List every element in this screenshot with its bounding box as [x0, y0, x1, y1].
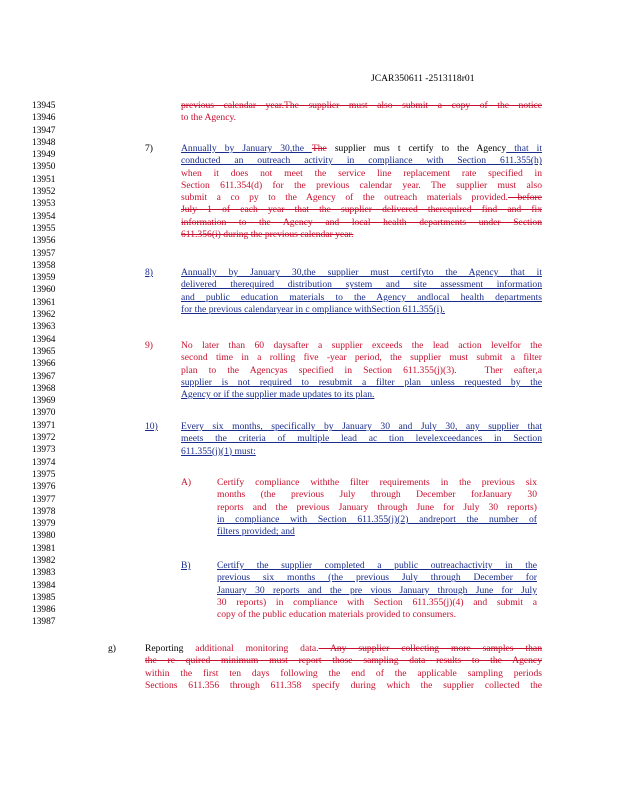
item-a-line-1: Certify compliance withthe filter requirements in the previous six — [217, 477, 537, 488]
item-8-line-3: and public education materials to the Agency andlocal health departments — [181, 291, 542, 303]
line-number: 13963 — [32, 322, 56, 333]
item-7-deleted-before: before — [507, 192, 542, 204]
item-9-text — [181, 340, 542, 401]
line-number: 13982 — [32, 555, 56, 566]
line-number: 13949 — [32, 150, 56, 161]
item-10-line-1: Every six months, specifically by January 30 and July 30, any supplier that — [181, 421, 542, 432]
item-9-line-5: Agency or if the supplier made updates to its plan. — [181, 389, 375, 401]
item-7-line-4: Section 611.354(d) for the previous calendar year. The supplier must also — [181, 179, 542, 191]
line-number: 13964 — [32, 334, 56, 345]
line-number: 13962 — [32, 310, 56, 321]
item-7-inserted-text: Annually by January 30,the — [181, 143, 312, 154]
line-number: 13954 — [32, 211, 56, 222]
line-number: 13987 — [32, 617, 56, 628]
intro-text — [181, 100, 542, 125]
item-a-line-5: filters provided; and — [217, 526, 295, 538]
item-7-inserted-tail: that it — [506, 143, 542, 154]
item-7-deleted-word: The — [311, 143, 327, 154]
item-b-line-2: previous six months (the previous July through December for — [217, 572, 537, 584]
item-g-reporting: Reporting — [145, 643, 184, 654]
item-8-line-4: for the previous calendaryear in c ompliance withSection 611.355(i). — [181, 303, 445, 315]
line-number: 13978 — [32, 506, 56, 517]
item-10-line-3: 611.355(j)(1) must: — [181, 445, 256, 457]
item-10-marker: 10) — [145, 421, 158, 432]
item-b-line-5: copy of the public education materials provided to consumers. — [217, 609, 456, 621]
line-number: 13967 — [32, 371, 56, 382]
line-number: 13984 — [32, 580, 56, 591]
line-number: 13948 — [32, 137, 56, 148]
item-8-line-1: Annually by January 30,the supplier must certifyto the Agency that it — [181, 267, 542, 278]
line-number: 13945 — [32, 101, 56, 111]
line-number: 13977 — [32, 494, 56, 505]
line-number: 13951 — [32, 174, 56, 185]
item-7-text — [181, 143, 542, 241]
line-number: 13979 — [32, 519, 56, 530]
item-b-line-3: January 30 reports and the pre vious January through June for July — [217, 584, 537, 596]
item-g-deleted-line-2: the re quired minimum must report those sampling data results to the Agency — [145, 655, 542, 667]
item-7-deleted-line-6: July 1 of each year that the supplier delivered therequired find and fix — [181, 204, 542, 216]
item-a-marker: A) — [181, 477, 192, 488]
line-number: 13981 — [32, 543, 56, 554]
line-number: 13968 — [32, 383, 56, 394]
line-number: 13956 — [32, 236, 56, 247]
line-number: 13959 — [32, 273, 56, 284]
line-number: 13958 — [32, 260, 56, 271]
item-g-line-4: Sections 611.356 through 611.358 specify during which the supplier collected the — [145, 679, 542, 691]
item-g-line-1: additional monitoring data. — [183, 643, 319, 654]
line-number: 13960 — [32, 285, 56, 296]
item-9-line-2: second time in a rolling five -year period, the supplier must submit a filter — [181, 352, 542, 364]
line-number: 13957 — [32, 248, 56, 259]
line-number: 13952 — [32, 187, 56, 198]
line-number: 13961 — [32, 297, 56, 308]
item-g-line-3: within the first ten days following the end of the applicable sampling periods — [145, 667, 542, 679]
intro-deleted-line: previous calendar year.The supplier must also submit a copy of the notice — [181, 100, 542, 111]
line-number: 13946 — [32, 113, 56, 124]
line-number: 13985 — [32, 592, 56, 603]
line-number: 13947 — [32, 125, 56, 136]
item-9-thereafter: Ther eafter,a — [484, 364, 542, 376]
item-8-line-2: delivered therequired distribution system and site assessment information — [181, 279, 542, 291]
item-9-line-4: supplier is not required to resubmit a filter plan unless requested by the — [181, 376, 542, 388]
item-g-text — [145, 643, 542, 692]
item-7-line-3: when it does not meet the service line replacement rate specified in — [181, 167, 542, 179]
line-number: 13966 — [32, 359, 56, 370]
line-numbers — [32, 100, 92, 629]
item-9-line-1: No later than 60 daysafter a supplier exceeds the lead action levelfor the — [181, 340, 542, 351]
item-a-line-4: in compliance with Section 611.355(j)(2) andreport the number of — [217, 513, 537, 525]
line-number: 13971 — [32, 420, 56, 431]
item-7-deleted-line-7: information to the Agency and local health departments under Section — [181, 216, 542, 228]
item-b-text — [217, 560, 537, 621]
item-b-marker: B) — [181, 560, 191, 571]
item-8-marker: 8) — [145, 267, 153, 278]
line-number: 13983 — [32, 568, 56, 579]
line-number: 13953 — [32, 199, 56, 210]
item-7-marker: 7) — [145, 143, 153, 154]
item-a-line-3: reports and the previous January through June for July 30 reports) — [217, 501, 537, 513]
line-number: 13974 — [32, 457, 56, 468]
intro-line-2: to the Agency. — [181, 112, 237, 124]
line-number: 13986 — [32, 605, 56, 616]
item-b-line-4: 30 reports) in compliance with Section 611.355(j)(4) and submit a — [217, 596, 537, 608]
line-number: 13980 — [32, 531, 56, 542]
line-number: 13950 — [32, 162, 56, 173]
item-7-line-5: submit a co py to the Agency of the outreach materials provided. — [181, 192, 508, 204]
line-number: 13955 — [32, 223, 56, 234]
item-g-marker: g) — [108, 643, 116, 654]
item-10-line-2: meets the criteria of multiple lead ac tion levelexceedances in Section — [181, 433, 542, 445]
line-number: 13970 — [32, 408, 56, 419]
item-9-line-3: plan to the Agencyas specified in Section 611.355(j)(3). — [181, 364, 457, 376]
item-a-text — [217, 477, 537, 538]
line-number: 13972 — [32, 433, 56, 444]
item-7-deleted-line-8: 611.356(i) during the previous calendar year. — [181, 229, 354, 241]
item-b-line-1: Certify the supplier completed a public outreachactivity in the — [217, 560, 537, 571]
item-7-line-2: conducted an outreach activity in compliance with Section 611.355(h) — [181, 155, 542, 167]
item-10-text — [181, 421, 542, 458]
document-header: JCAR350611 -2513118r01 — [371, 73, 475, 84]
item-7-certify-text: supplier mus t certify to the Agency — [326, 143, 507, 154]
line-number: 13973 — [32, 445, 56, 456]
item-a-line-2: months (the previous July through December forJanuary 30 — [217, 489, 537, 501]
item-9-marker: 9) — [145, 340, 153, 351]
line-number: 13976 — [32, 482, 56, 493]
line-number: 13965 — [32, 346, 56, 357]
item-8-text — [181, 267, 542, 316]
line-number: 13975 — [32, 469, 56, 480]
item-g-deleted-tail: Any supplier collecting more samples than — [318, 643, 542, 654]
line-number: 13969 — [32, 396, 56, 407]
